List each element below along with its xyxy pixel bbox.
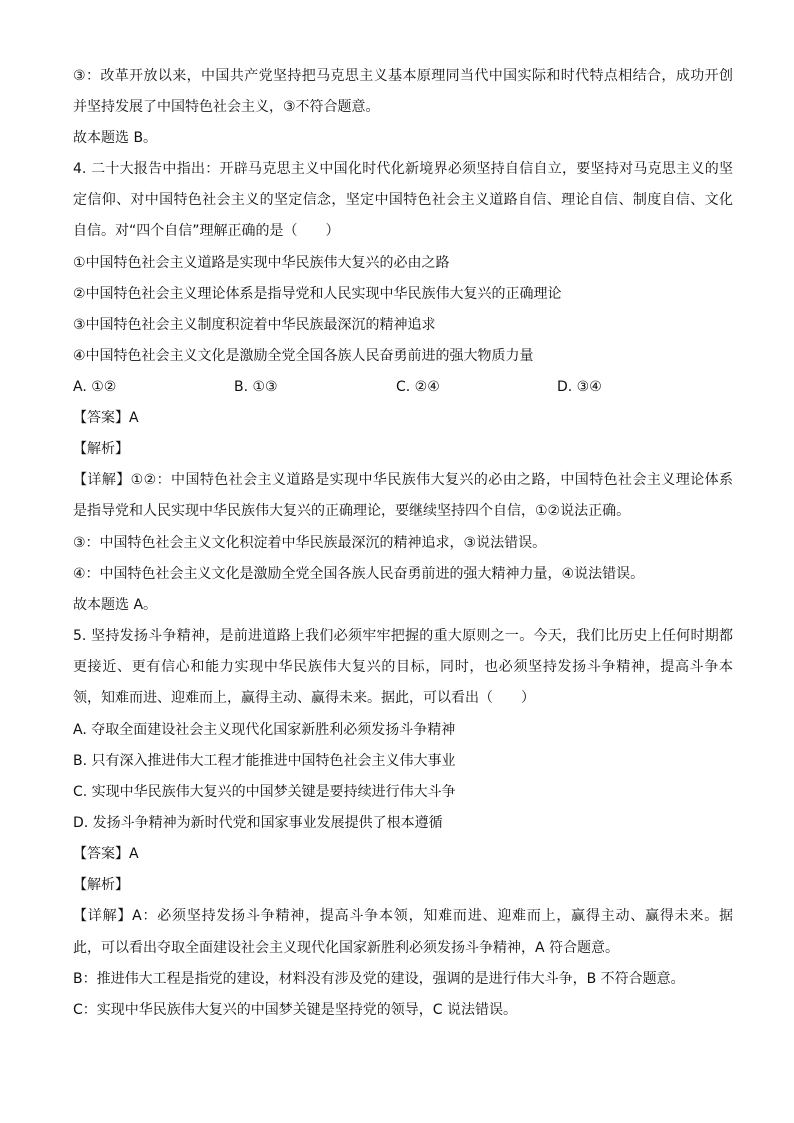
- option-a: A. ①②: [73, 379, 117, 395]
- question-5-option-d: D. 发扬斗争精神为新时代党和国家事业发展提供了根本遵循: [73, 815, 443, 831]
- option-d: D. ③④: [557, 379, 602, 395]
- analysis-detail: ③：中国特色社会主义文化积淀着中华民族最深沉的精神追求，③说法错误。: [73, 535, 547, 551]
- analysis-detail: C：实现中华民族伟大复兴的中国梦关键是坚持党的领导，C 说法错误。: [73, 1002, 517, 1018]
- question-5-stem: 5. 坚持发扬斗争精神，是前进道路上我们必须牢牢把握的重大原则之一。今天，我们比历史上任何时期都: [73, 628, 733, 644]
- option-b: B. ①③: [234, 379, 278, 395]
- text-line: 故本题选 A。: [73, 597, 158, 613]
- question-4-item: ③中国特色社会主义制度积淀着中华民族最深沉的精神追求: [73, 317, 436, 333]
- question-4-stem: 4. 二十大报告中指出：开辟马克思主义中国化时代化新境界必须坚持自信自立，要坚持对马克思主义的坚: [73, 161, 733, 177]
- question-4-stem: 定信仰、对中国特色社会主义的坚定信念，坚定中国特色社会主义道路自信、理论自信、制度自信、文化: [73, 192, 733, 208]
- question-5-stem: 更接近、更有信心和能力实现中华民族伟大复兴的目标，同时，也必须坚持发扬斗争精神，提高斗争本: [73, 659, 733, 675]
- analysis-detail: ④：中国特色社会主义文化是激励全党全国各族人民奋勇前进的强大精神力量，④说法错误。: [73, 566, 645, 582]
- question-5-stem: 领，知难而进、迎难而上，赢得主动、赢得未来。据此，可以看出（ ）: [73, 690, 535, 706]
- analysis-label: 【解析】: [73, 441, 129, 457]
- question-4-item: ④中国特色社会主义文化是激励全党全国各族人民奋勇前进的强大物质力量: [73, 348, 534, 364]
- question-4-stem: 自信。对“四个自信”理解正确的是（ ）: [73, 223, 340, 239]
- question-4-item: ①中国特色社会主义道路是实现中华民族伟大复兴的必由之路: [73, 255, 450, 271]
- question-5-option-a: A. 夺取全面建设社会主义现代化国家新胜利必须发扬斗争精神: [73, 722, 456, 738]
- analysis-detail: 【详解】①②：中国特色社会主义道路是实现中华民族伟大复兴的必由之路，中国特色社会主义理论体系: [73, 472, 733, 488]
- analysis-detail: 是指导党和人民实现中华民族伟大复兴的正确理论，要继续坚持四个自信，①②说法正确。: [73, 503, 631, 519]
- analysis-detail: B：推进伟大工程是指党的建设，材料没有涉及党的建设，强调的是进行伟大斗争，B 不符合题意。: [73, 971, 685, 987]
- option-c: C. ②④: [396, 379, 440, 395]
- question-4-item: ②中国特色社会主义理论体系是指导党和人民实现中华民族伟大复兴的正确理论: [73, 286, 562, 302]
- text-line: ③：改革开放以来，中国共产党坚持把马克思主义基本原理同当代中国实际和时代特点相结合，成功开创: [73, 68, 733, 84]
- text-line: 并坚持发展了中国特色社会主义，③不符合题意。: [73, 99, 380, 115]
- analysis-detail: 此，可以看出夺取全面建设社会主义现代化国家新胜利必须发扬斗争精神，A 符合题意。: [73, 940, 620, 956]
- text-line: 故本题选 B。: [73, 130, 158, 146]
- answer-label: 【答案】A: [73, 410, 139, 426]
- question-5-option-b: B. 只有深入推进伟大工程才能推进中国特色社会主义伟大事业: [73, 753, 456, 769]
- analysis-detail: 【详解】A：必须坚持发扬斗争精神，提高斗争本领，知难而进、迎难而上，赢得主动、赢得未来。据: [73, 908, 733, 924]
- answer-label: 【答案】A: [73, 846, 139, 862]
- analysis-label: 【解析】: [73, 877, 129, 893]
- question-5-option-c: C. 实现中华民族伟大复兴的中国梦关键是要持续进行伟大斗争: [73, 784, 456, 800]
